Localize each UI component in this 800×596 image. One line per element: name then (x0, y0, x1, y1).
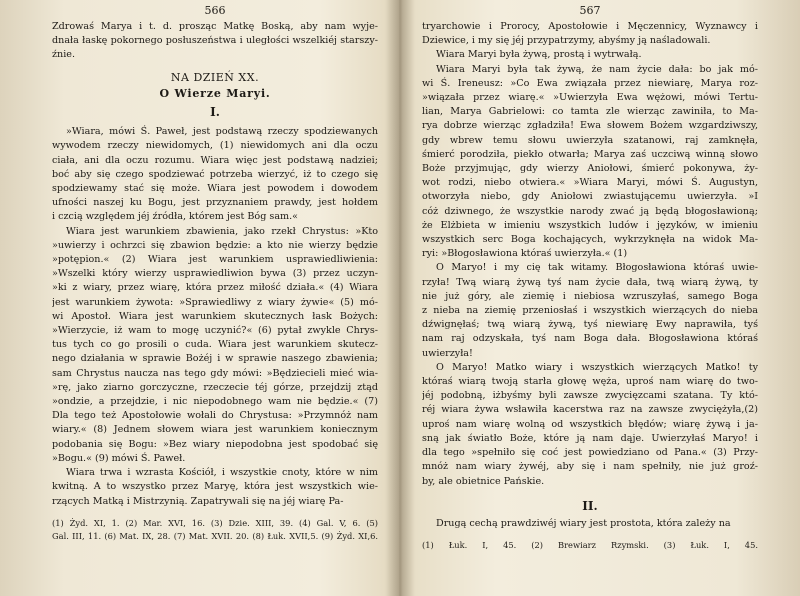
text-line: jest warunkiem żywota: »Sprawiedliwy z wiary żywie« (5) mó- (52, 296, 378, 308)
text-line: uwierzyła! (422, 347, 473, 359)
text-line: wiary.« (8) Jednem słowem wiara jest warunkiem koniecznym (52, 424, 378, 436)
text-line: Dziewice, i my się jéj przypatrzymy, abyśmy ją naśladowali. (422, 35, 711, 47)
text-line: tus tych co go prosili o cuda. Wiara jest warunkiem skutecz- (52, 339, 378, 351)
text-line: kwitną. A to wszystko przez Maryę, która jest wszystkich wie- (52, 481, 378, 493)
text-line: że Elżbieta w imieniu wszystkich ludów i języków, w imieniu (422, 219, 758, 231)
text-line: otworzyła niebo, gdy Aniołowi zwiastującemu uwierzyła. »I (422, 191, 758, 203)
footnotes (422, 539, 758, 552)
text-line: Wiara Maryi była tak żywą, że nam życie dała: bo jak mó- (436, 63, 758, 75)
text-line: »Wiara, mówi Ś. Paweł, jest podstawą rzeczy spodziewanych (66, 126, 378, 138)
text-line: by, ale obietnice Pańskie. (422, 475, 545, 487)
text-line: dźwignęłaś; twą wiarą żywą, tyś niewiarę Ewy naprawiła, tyś (422, 319, 758, 331)
day-heading: NA DZIEŃ XX. (170, 70, 260, 84)
text-line: Zdrowaś Marya i t. d. prosząc Matkę Boską, aby nam wyje- (52, 21, 378, 32)
text-line: śmierć porodziła, piekło otwarła; Marya zaś uczciwą winną słowo (422, 148, 758, 160)
text-line: »wiązała przez wiarę.« »Uwierzyła Ewa wężowi, mówi Tertu- (422, 92, 758, 104)
text-line: cóż dziwnego, że wszystkie narody zwać ją będą błogosławioną; (422, 205, 758, 217)
text-line: boć aby się czego spodziewać potrzeba wierzyć, iż to czego się (52, 168, 378, 180)
closing-line: Drugą cechą prawdziwéj wiary jest prostota, która zależy na (436, 517, 731, 529)
section-number: II. (582, 498, 598, 513)
text-line: Boże przyjmując, gdy wierzy Aniołowi, śmierć pokonywa, ży- (422, 163, 758, 175)
text-line: wywodem rzeczy niewidomych, (1) niewidomych ani dla oczu (52, 140, 378, 152)
text-line: Wiara trwa i wzrasta Kościół, i wszystkie cnoty, które w nim (66, 467, 378, 479)
page-number: 566 (204, 4, 226, 17)
text-line: Wiara jest warunkiem zbawienia, jako rzekł Chrystus: »Kto (66, 225, 378, 237)
footnote-line: Gal. III, 11. (6) Mat. IX, 28. (7) Mat. XVII. 20. (8) Łuk. XVII,5. (9) Żyd. XI,6. (52, 530, 378, 541)
text-line: wi Ś. Ireneusz: »Co Ewa związała przez niewiarę, Marya roz- (422, 77, 758, 89)
text-line: wot rodzi, niebo otwiera.« »Wiara Maryi, mówi Ś. Augustyn, (422, 177, 758, 189)
text-line: wszystkich serc Boga kochających, wykrzyknęła na widok Ma- (422, 234, 758, 246)
text-line: Dla tego też Apostołowie wołali do Chrystusa: »Przymnóż nam (52, 410, 378, 422)
text-line: dnała łaskę pokornego posłuszeństwa i uległości wszelkiéj starszy- (52, 35, 378, 47)
text-line: z nieba na ziemię przeniosłaś i wszystkich wierzących do nieba (422, 305, 758, 317)
body-text (52, 125, 378, 508)
text-line: i czcią względem jéj źródła, którem jest Bóg sam.« (52, 211, 299, 223)
body-text (422, 20, 758, 489)
text-line: nam raj odzyskała, tyś nam Boga dała. Błogosławiona któraś (422, 333, 758, 345)
book-gutter (386, 0, 414, 596)
text-line: O Maryo! Matko wiary i wszystkich wierzących Matko! ty (436, 361, 758, 373)
text-line: »ki z wiary, przez wiarę, która przez miłość działa.« (4) Wiara (52, 282, 378, 294)
text-line: »potępion.« (2) Wiara jest warunkiem usprawiedliwienia: (52, 254, 378, 266)
text-line: tryarchowie i Prorocy, Apostołowie i Męczennicy, Wyznawcy i (422, 21, 758, 32)
text-line: sną jak światło Boże, które ją nam dąje. Uwierzyłaś Maryo! i (422, 432, 758, 444)
text-line: jéj podobną, iżbyśmy byli zawsze zwycięzcami szatana. Ty któ- (422, 390, 758, 402)
text-line: »rę, jako ziarno gorczyczne, rzeczecie téj górze, przejdzij ztąd (52, 381, 378, 393)
chapter-subheading: O Wierze Maryi. (159, 86, 271, 100)
left-page (52, 0, 378, 596)
text-line: réj wiara żywa wsławiła kacerstwa raz na zawsze zwyciężyła,(2) (422, 404, 758, 416)
page-number: 567 (579, 4, 601, 17)
text-line: nego działania w sprawie Bożéj i w sprawie naszego zbawienia; (52, 353, 378, 365)
footnote-line: (1) Żyd. XI, 1. (2) Mar. XVI, 16. (3) Dzie. XIII, 39. (4) Gal. V, 6. (5) (52, 517, 378, 528)
text-line: »Wierzycie, iż wam to mogę uczynić?« (6) pytał zwykle Chrys- (52, 325, 378, 337)
text-line: uproś nam wiarę wolną od wszystkich błędów; wiarę żywą i ja- (422, 418, 758, 430)
text-line: podobania się Bogu: »Bez wiary niepodobna jest spodobać się (52, 438, 378, 450)
text-line: »ondzie, a przejdzie, i nic niepodobnego wam nie będzie.« (7) (52, 396, 378, 408)
text-line: »uwierzy i ochrzci się zbawion będzie: a kto nie wierzy będzie (52, 239, 378, 251)
text-line: sam Chrystus naucza nas tego gdy mówi: »Będziecieli mieć wia- (52, 367, 378, 379)
text-line: dla tego »spełniło się coć jest powiedziano od Pana.« (3) Przy- (422, 447, 758, 459)
text-line: źnie. (52, 49, 76, 61)
text-line: mnóż nam wiary żywéj, aby się i nam spełniły, nie już groź- (422, 461, 758, 473)
section-number: I. (210, 105, 220, 120)
footnotes (52, 517, 378, 543)
text-line: »Bogu.« (9) mówi Ś. Paweł. (52, 452, 186, 464)
text-line: wi Apostoł. Wiara jest warunkiem skutecznych łask Bożych: (52, 310, 378, 322)
text-line: któraś wiarą twoją starła głowę węża, uproś nam wiarę do two- (422, 376, 758, 388)
text-line: rzyła! Twą wiarą żywą tyś nam życie dała, twą wiarą żywą, ty (422, 276, 758, 288)
text-line: ryi: »Błogosławiona któraś uwierzyła.« (1) (422, 248, 628, 260)
text-line: spodziewamy stać się może. Wiara jest powodem i dowodem (52, 183, 378, 195)
text-line: »Wszelki który wierzy usprawiedliwion bywa (3) przez uczyn- (52, 268, 378, 280)
text-line: ufności naszej ku Bogu, jest przyznaniem prawdy, jest hołdem (52, 197, 378, 209)
footnote-line: (1) Łuk. I, 45. (2) Brewiarz Rzymski. (3) Łuk. I, 45. (422, 540, 758, 551)
text-line: lian, Marya Gabrielowi: co tamta zle wierząc zawiniła, to Ma- (422, 106, 758, 118)
text-line: O Maryo! i my cię tak witamy. Błogosławiona któraś uwie- (436, 262, 758, 274)
text-line: nie już góry, ale ziemię i niebiosa wzruszyłaś, samego Boga (422, 290, 758, 302)
text-line: Wiara Maryi była żywą, prostą i wytrwałą. (436, 49, 642, 61)
text-line: rzących Matką i Mistrzynią. Zapatrywali się na jéj wiarę Pa- (52, 495, 344, 507)
text-line: gdy wbrew temu słowu uwierzyła szatanowi, raj zamknęła, (422, 134, 758, 146)
text-line: rya dobrze wierząc zgładziła! Ewa słowem Bożem wzgardziwszy, (422, 120, 758, 132)
intro-block (52, 20, 378, 63)
text-line: ciała, ani dla oczu rozumu. Wiara więc jest podstawą nadziei; (52, 154, 378, 166)
right-page (422, 0, 758, 596)
